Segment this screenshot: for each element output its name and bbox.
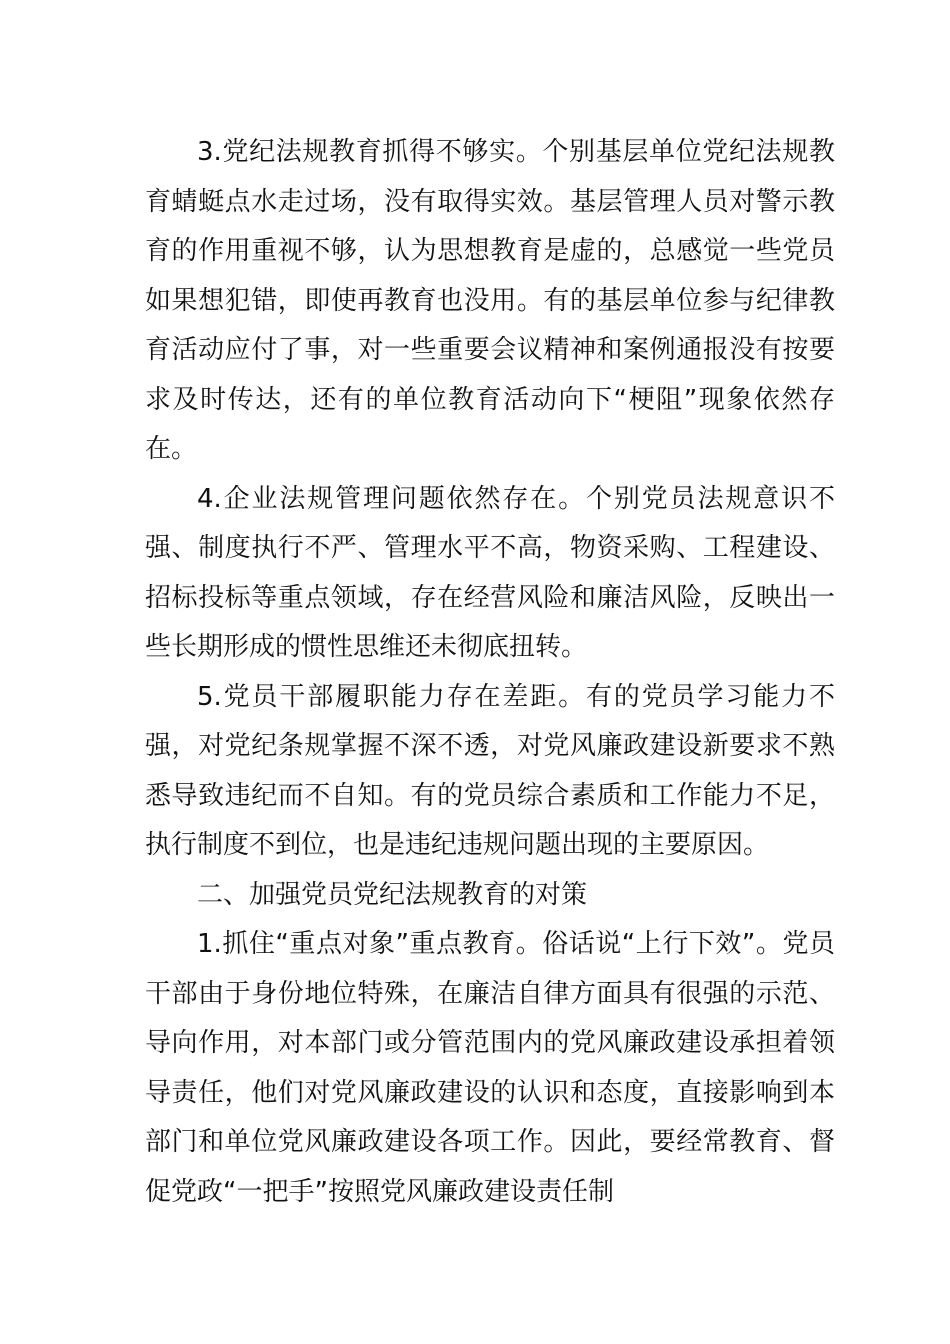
paragraph-3-discipline-education: 3.党纪法规教育抓得不够实。个别基层单位党纪法规教育蜻蜓点水走过场，没有取得实效。基层管理人员对警示教育的作用重视不够，认为思想教育是虚的，总感觉一些党员如果想犯错，即使再教育也没用。有的基层单位参与纪律教育活动应付了事，对一些重要会议精神和案例通报没有按要求及时传达，还有的单位教育活动向下“梗阻”现象依然存在。: [145, 137, 835, 464]
section-heading-countermeasures: 二、加强党员党纪法规教育的对策: [197, 879, 588, 910]
document-body: [145, 128, 835, 1217]
paragraph-4-enterprise-regulation: 4.企业法规管理问题依然存在。个别党员法规意识不强、制度执行不严、管理水平不高，物资采购、工程建设、招标投标等重点领域，存在经营风险和廉洁风险，反映出一些长期形成的惯性思维还未彻底扭转。: [145, 483, 835, 662]
paragraph-1-key-targets: 1.抓住“重点对象”重点教育。俗话说“上行下效”。党员干部由于身份地位特殊，在廉洁自律方面具有很强的示范、导向作用，对本部门或分管范围内的党风廉政建设承担着领导责任，他们对党风廉政建设的认识和态度，直接影响到本部门和单位党风廉政建设各项工作。因此，要经常教育、督促党政“一把手”按照党风廉政建设责任制: [145, 929, 835, 1207]
paragraph-5-performance-capability: 5.党员干部履职能力存在差距。有的党员学习能力不强，对党纪条规掌握不深不透，对党风廉政建设新要求不熟悉导致违纪而不自知。有的党员综合素质和工作能力不足，执行制度不到位，也是违纪违规问题出现的主要原因。: [145, 681, 835, 860]
